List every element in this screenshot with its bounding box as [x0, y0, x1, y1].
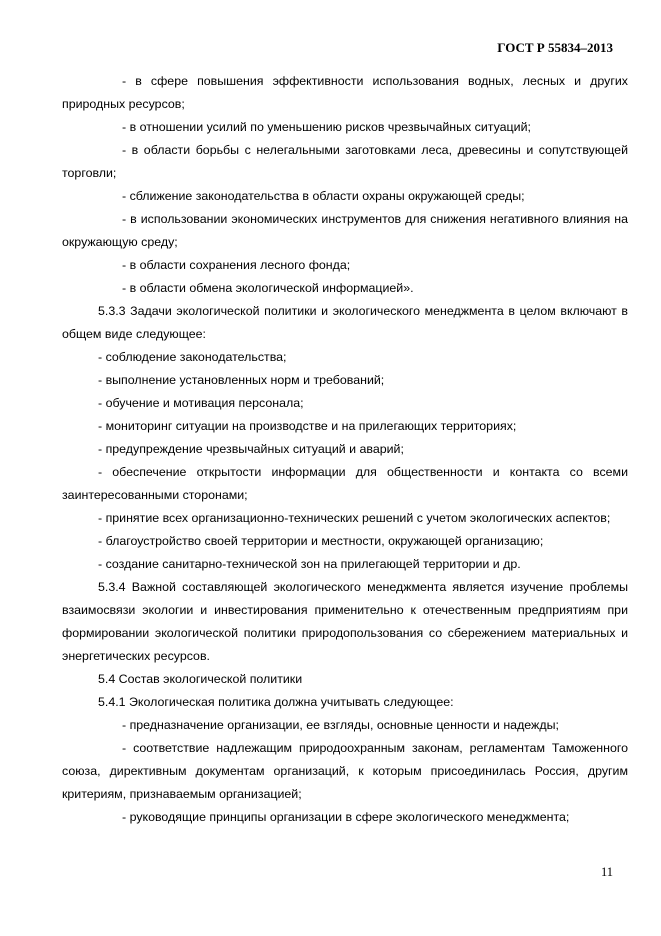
list-item: - в сфере повышения эффективности использования водных, лесных и других природных ресурсов;: [62, 74, 628, 111]
list-item: - предупреждение чрезвычайных ситуаций и аварий;: [98, 442, 404, 456]
list-item: - создание санитарно-технической зон на прилегающей территории и др.: [98, 557, 521, 571]
section-heading: 5.4 Состав экологической политики: [98, 672, 303, 686]
list-item: - выполнение установленных норм и требований;: [98, 373, 385, 387]
page-number: 11: [600, 865, 613, 879]
list-item: - мониторинг ситуации на производстве и на прилегающих территориях;: [98, 419, 517, 433]
list-item: - в области сохранения лесного фонда;: [122, 258, 351, 272]
list-item: - соблюдение законодательства;: [98, 350, 287, 364]
list-item: - руководящие принципы организации в сфере экологического менеджмента;: [122, 810, 570, 824]
list-item: - принятие всех организационно-технических решений с учетом экологических аспектов;: [98, 511, 611, 525]
list-item: - в отношении усилий по уменьшению рисков чрезвычайных ситуаций;: [122, 120, 531, 134]
section-paragraph: 5.4.1 Экологическая политика должна учитывать следующее:: [98, 695, 454, 709]
list-item: - предназначение организации, ее взгляды, основные ценности и надежды;: [122, 718, 559, 732]
list-item: - в области обмена экологической информацией».: [122, 281, 414, 295]
list-item: - в использовании экономических инструментов для снижения негативного влияния на окружающую среду;: [62, 212, 628, 249]
list-item: - благоустройство своей территории и местности, окружающей организацию;: [98, 534, 544, 548]
section-paragraph: 5.3.3 Задачи экологической политики и экологического менеджмента в целом включают в общем виде следующее:: [62, 304, 628, 341]
list-item: - сближение законодательства в области охраны окружающей среды;: [122, 189, 525, 203]
list-item: - обучение и мотивация персонала;: [98, 396, 304, 410]
document-header: ГОСТ Р 55834–2013: [497, 40, 613, 55]
page-body: [62, 70, 628, 829]
section-paragraph: 5.3.4 Важной составляющей экологического менеджмента является изучение проблемы взаимосвязи экологии и инвестирования применительно к отечественным предприятиям при формировании экологической политики природопользования со сбережением материальных и энергетических ресурсов.: [62, 580, 628, 663]
list-item: - в области борьбы с нелегальными заготовками леса, древесины и сопутствующей торговли;: [62, 143, 628, 180]
list-item: - соответствие надлежащим природоохранным законам, регламентам Таможенного союза, директивным документам организаций, к которым присоединилась Россия, другим критериям, признаваемым организацией;: [62, 741, 628, 801]
list-item: - обеспечение открытости информации для общественности и контакта со всеми заинтересованными сторонами;: [62, 465, 628, 502]
